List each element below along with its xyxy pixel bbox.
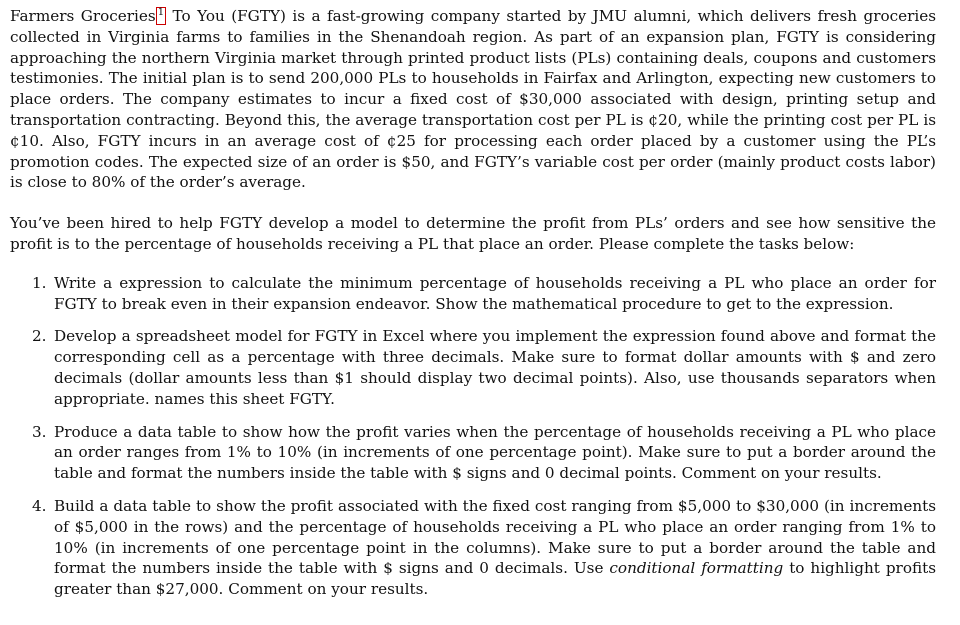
footnote-link[interactable]: 1 <box>156 7 166 25</box>
task-item-2 <box>32 326 936 409</box>
task-list <box>10 273 936 600</box>
task-number: 3. <box>32 422 47 441</box>
intro-text: To You (FGTY) is a fast-growing company started by JMU alumni, which delivers fresh groceries collected in Virginia farms to families in the Shenandoah region. As part of an expansion plan, FGTY is considering approaching the northern Virginia market through printed product lists (PLs) containing deals, coupons and customers testimonies. The initial plan is to send 200,000 PLs to households in Fairfax and Arlington, expecting new customers to place orders. The company estimates to incur a fixed cost of $30,000 associated with design, printing setup and transportation contracting. Beyond this, the average transportation cost per PL is ¢20, while the printing cost per PL is ¢10. Also, FGTY incurs in an average cost of ¢25 for processing each order placed by a customer using the PL’s promotion codes. The expected size of an order is $50, and FGTY’s variable cost per order (mainly product costs labor) is close to 80% of the order’s average. <box>10 7 936 192</box>
task-text: Write a expression to calculate the minimum percentage of households receiving a PL who place an order for FGTY to break even in their expansion endeavor. Show the mathematical procedure to get to the expression. <box>54 273 936 313</box>
task-item-1 <box>32 273 936 315</box>
company-name: Farmers Groceries <box>10 7 156 25</box>
task-text: Build a data table to show the profit associated with the fixed cost ranging from $5,000 to $30,000 (in increments of $5,000 in the rows) and the percentage of households receiving a PL who place an order ranging from 1% to 10% (in increments of one percentage point in the columns). Make sure to put a border around the table and format the numbers inside the table with $ signs and 0 decimals. Use conditional formatting to highlight profits greater than $27,000. Comment on your results. <box>54 496 936 599</box>
task-item-4 <box>32 496 936 600</box>
task-text: Develop a spreadsheet model for FGTY in Excel where you implement the expression found above and format the corresponding cell as a percentage with three decimals. Make sure to format dollar amounts with $ and zero decimals (dollar amounts less than $1 should display two decimal points). Also, use thousands separators when appropriate. names this sheet FGTY. <box>54 327 936 408</box>
task-text: Produce a data table to show how the profit varies when the percentage of households receiving a PL who place an order ranges from 1% to 10% (in increments of one percentage point). Make sure to put a border around the table and format the numbers inside the table with $ signs and 0 decimal points. Comment on your results. <box>54 422 936 483</box>
instructions-paragraph: You’ve been hired to help FGTY develop a model to determine the profit from PLs’ orders and see how sensitive the profit is to the percentage of households receiving a PL that place an order. Please complete the tasks below: <box>10 214 936 253</box>
task-number: 4. <box>32 496 47 515</box>
emphasis-text: conditional formatting <box>609 559 784 578</box>
intro-paragraph <box>10 6 936 193</box>
task-item-3 <box>32 422 936 484</box>
task-number: 2. <box>32 327 47 346</box>
task-number: 1. <box>32 273 47 292</box>
